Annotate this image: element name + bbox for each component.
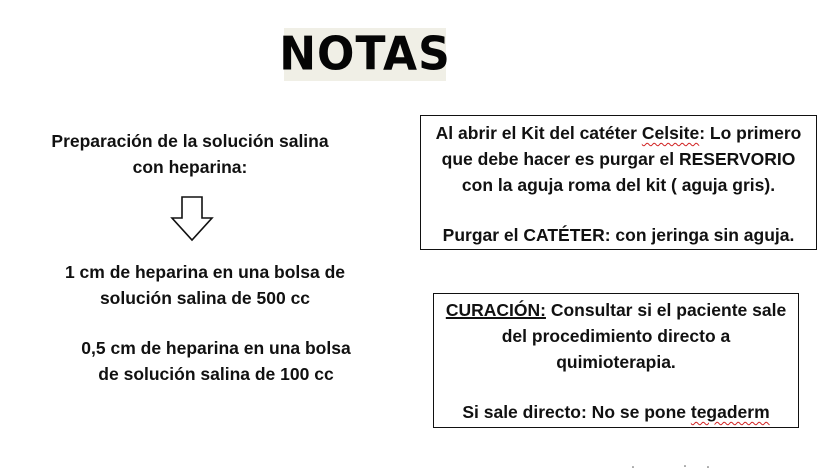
curacion-line-1 xyxy=(434,297,798,323)
celsite-line-2: que debe hacer es purgar el RESERVORIO xyxy=(441,149,796,169)
heparin-intro xyxy=(30,128,350,180)
heparin-intro-line-1: Preparación de la solución salina xyxy=(51,131,329,151)
celsite-line-1 xyxy=(421,120,816,146)
curacion-line-4 xyxy=(434,399,798,425)
celsite-line-1-start: Al abrir el Kit del catéter xyxy=(435,123,642,143)
heparin-100cc-note xyxy=(30,335,402,387)
title-banner xyxy=(279,27,451,81)
curacion-line-1-end: Consultar si el paciente sale xyxy=(545,300,787,320)
heparin-500cc-line-2: solución salina de 500 cc xyxy=(99,288,311,308)
page-title: NOTAS xyxy=(279,27,451,81)
heparin-100cc-line-2: de solución salina de 100 cc xyxy=(98,364,334,384)
curacion-note-box xyxy=(433,293,799,428)
heparin-intro-line-2: con heparina: xyxy=(132,157,248,177)
heparin-500cc-note xyxy=(30,259,380,311)
celsite-line-1-end: : Lo primero xyxy=(699,123,802,143)
curacion-heading: CURACIÓN: xyxy=(445,300,546,320)
curacion-line-4-start: Si sale directo: No se pone xyxy=(462,402,691,422)
curacion-line-2: del procedimiento directo a xyxy=(501,326,731,346)
arrow-down-outline-icon xyxy=(170,196,214,242)
heparin-100cc-line-1: 0,5 cm de heparina en una bolsa xyxy=(81,338,351,358)
heparin-500cc-line-1: 1 cm de heparina en una bolsa de xyxy=(64,262,346,282)
celsite-line-3: con la aguja roma del kit ( aguja gris). xyxy=(461,175,776,195)
curacion-line-3: quimioterapia. xyxy=(556,352,676,372)
stray-marks xyxy=(630,463,730,469)
celsite-kit-note-box xyxy=(420,115,817,250)
celsite-keyword: Celsite xyxy=(641,123,700,143)
celsite-line-4: Purgar el CATÉTER: con jeringa sin aguja. xyxy=(442,225,795,245)
tegaderm-keyword: tegaderm xyxy=(690,402,770,422)
